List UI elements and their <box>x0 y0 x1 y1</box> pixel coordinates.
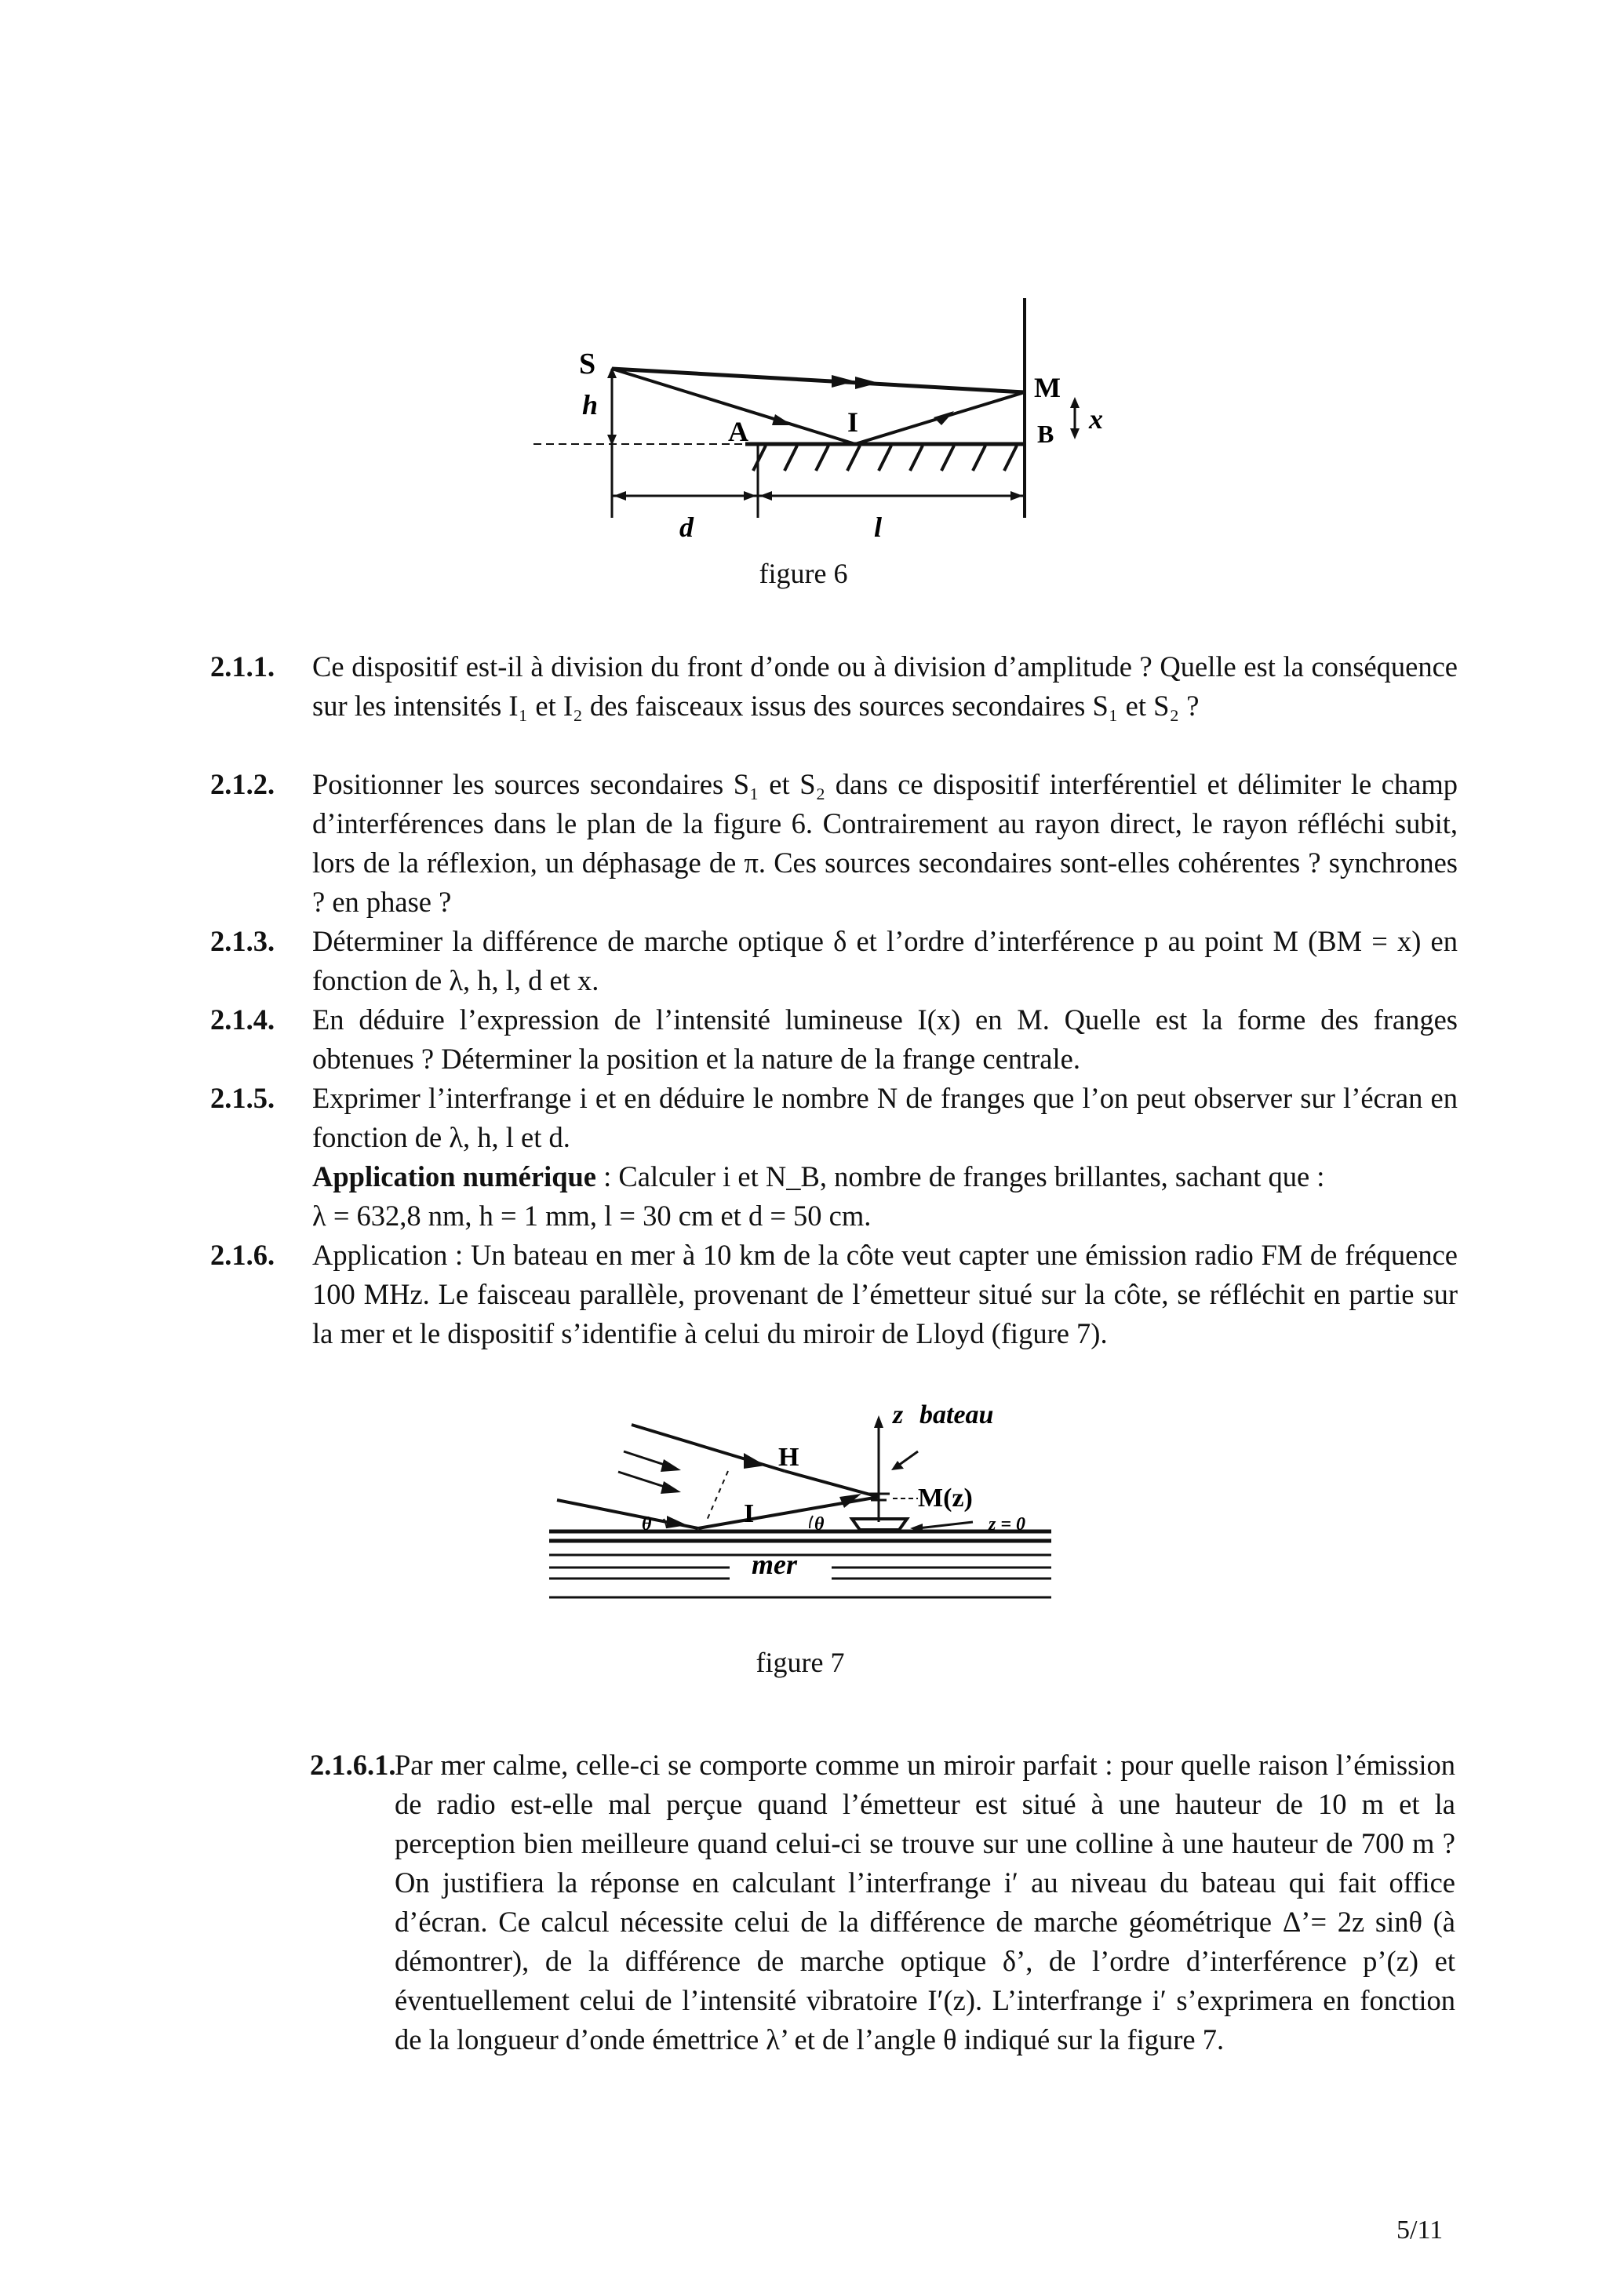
direct-ray-arrow-1 <box>832 375 855 388</box>
label-d: d <box>679 512 694 541</box>
incident-ray-to-boat <box>785 1471 879 1497</box>
figure-7 <box>549 1396 1067 1632</box>
question-text: Positionner les sources secondaires S₁ et S₂ dans ce dispositif interférentiel et délimiter le champ d’interférences dans le plan de la figure 6. Contrairement au rayon direct, le rayon réfléchi subit, lors de la réflexion, un déphasage de π. Ces sources secondaires sont-elles cohérentes ? synchrones ? en phase ? <box>312 768 1458 918</box>
label-A: A <box>728 416 748 447</box>
label-x: x <box>1089 403 1103 435</box>
question-text: Déterminer la différence de marche optique δ et l’ordre d’interférence p au point M (BM = x) en fonction de λ, h, l, d et x. <box>312 925 1458 996</box>
direct-ray-arrow-2 <box>855 377 879 389</box>
h-i-dashed <box>706 1471 728 1522</box>
incident-small-1 <box>624 1451 667 1466</box>
question-2-1-3 <box>210 922 1458 1000</box>
label-H: H <box>778 1443 799 1472</box>
application-values: λ = 632,8 nm, h = 1 mm, l = 30 cm et d = 50 cm. <box>312 1200 872 1232</box>
question-number: 2.1.5. <box>210 1082 275 1114</box>
label-I: I <box>744 1499 755 1528</box>
l-arrow-left <box>759 491 772 501</box>
question-number: 2.1.1. <box>210 650 275 683</box>
page-number: 5/11 <box>1396 2216 1444 2245</box>
reflected-arrow-out <box>934 411 954 425</box>
question-text: Exprimer l’interfrange i et en déduire le nombre N de franges que l’on peut observer sur l’écran en fonction de λ, h, l et d. <box>312 1082 1458 1153</box>
question-2-1-6 <box>210 1236 1458 1393</box>
question-number: 2.1.6. <box>210 1239 275 1271</box>
question-2-1-1 <box>210 647 1458 765</box>
d-arrow-right <box>744 491 756 501</box>
sea-surface-lines <box>549 1531 1051 1541</box>
label-z: z <box>893 1400 904 1429</box>
mirror-hatching <box>753 446 1017 471</box>
label-M: M <box>1034 372 1061 403</box>
question-body <box>312 1079 1458 1236</box>
incident-small-2 <box>618 1472 667 1487</box>
label-l: l <box>874 512 883 541</box>
label-mer: mer <box>752 1549 797 1580</box>
label-h: h <box>582 389 599 421</box>
d-arrow-left <box>614 491 626 501</box>
figure-6-caption: figure 6 <box>759 558 848 589</box>
label-M: M(z) <box>918 1484 973 1513</box>
label-B: B <box>1037 420 1054 448</box>
incident-arrow-top <box>744 1453 766 1469</box>
label-S: S <box>579 348 596 381</box>
theta-arc-right <box>810 1516 813 1528</box>
application-line <box>312 1157 1458 1196</box>
question-2-1-2 <box>210 765 1458 922</box>
figure-6-diagram <box>526 290 1153 541</box>
question-text: Application : Un bateau en mer à 10 km de la côte veut capter une émission radio FM de fréquence 100 MHz. Le faisceau parallèle, provenant de l’émetteur situé sur la côte, se réfléchit en partie sur la mer et le dispositif s’identifie à celui du miroir de Lloyd (figure 7). <box>312 1239 1458 1349</box>
question-2-1-5 <box>210 1079 1458 1236</box>
application-text: : Calculer i et N_B, nombre de franges brillantes, sachant que : <box>596 1160 1325 1193</box>
x-arrow-down <box>1070 428 1080 439</box>
label-theta-right: θ <box>814 1514 825 1535</box>
l-arrow-right <box>1010 491 1023 501</box>
label-z0: z = 0 <box>989 1514 1026 1535</box>
question-number: 2.1.4. <box>210 1003 275 1036</box>
question-text: Ce dispositif est-il à division du front d’onde ou à division d’amplitude ? Quelle est la conséquence sur les intensités I₁ et I₂ des faisceaux issus des sources secondaires S₁ et S₂ ? <box>312 650 1458 722</box>
reflected-arrow-in <box>772 414 792 425</box>
question-text: En déduire l’expression de l’intensité lumineuse I(x) en M. Quelle est la forme des franges obtenues ? Déterminer la position et la nature de la frange centrale. <box>312 1003 1458 1075</box>
question-number: 2.1.2. <box>210 768 275 800</box>
question-number: 2.1.6.1. <box>310 1749 396 1781</box>
question-2-1-6-1 <box>310 1746 1455 2122</box>
application-label: Application numérique <box>312 1160 597 1193</box>
incident-small-arrow-2 <box>661 1481 681 1494</box>
figure-7-caption: figure 7 <box>756 1647 845 1678</box>
label-theta-left: θ <box>642 1514 652 1535</box>
label-I: I <box>847 406 859 438</box>
x-arrow-up <box>1070 397 1080 408</box>
figure-7-diagram <box>549 1396 1067 1632</box>
sea-lines <box>549 1555 1051 1597</box>
question-2-1-4 <box>210 1000 1458 1079</box>
label-bateau: bateau <box>919 1400 994 1429</box>
z-arrow <box>874 1415 883 1428</box>
question-number: 2.1.3. <box>210 925 275 957</box>
question-text: Par mer calme, celle-ci se comporte comme un miroir parfait : pour quelle raison l’émission de radio est-elle mal perçue quand l’émetteur est situé à une hauteur de 10 m et la perception bien meilleure quand celui-ci se trouve sur une colline à une hauteur de 700 m ? On justifiera la réponse en calculant l’interfrange i′ au niveau du bateau qui fait office d’écran. Ce calcul nécessite celui de la différence de marche géométrique Δ’= 2z sinθ (à démontrer), de la différence de marche optique δ’, de l’ordre d’interférence p’(z) et éventuellement celui de l’intensité vibratoire I′(z). L’interfrange i′ s’exprimera en fonction de la longueur d’onde émettrice λ’ et de l’angle θ indiqué sur la figure 7. <box>395 1749 1455 2055</box>
z0-arrow-line <box>918 1522 973 1528</box>
incident-small-arrow-1 <box>661 1459 681 1472</box>
figure-6 <box>526 290 1153 541</box>
